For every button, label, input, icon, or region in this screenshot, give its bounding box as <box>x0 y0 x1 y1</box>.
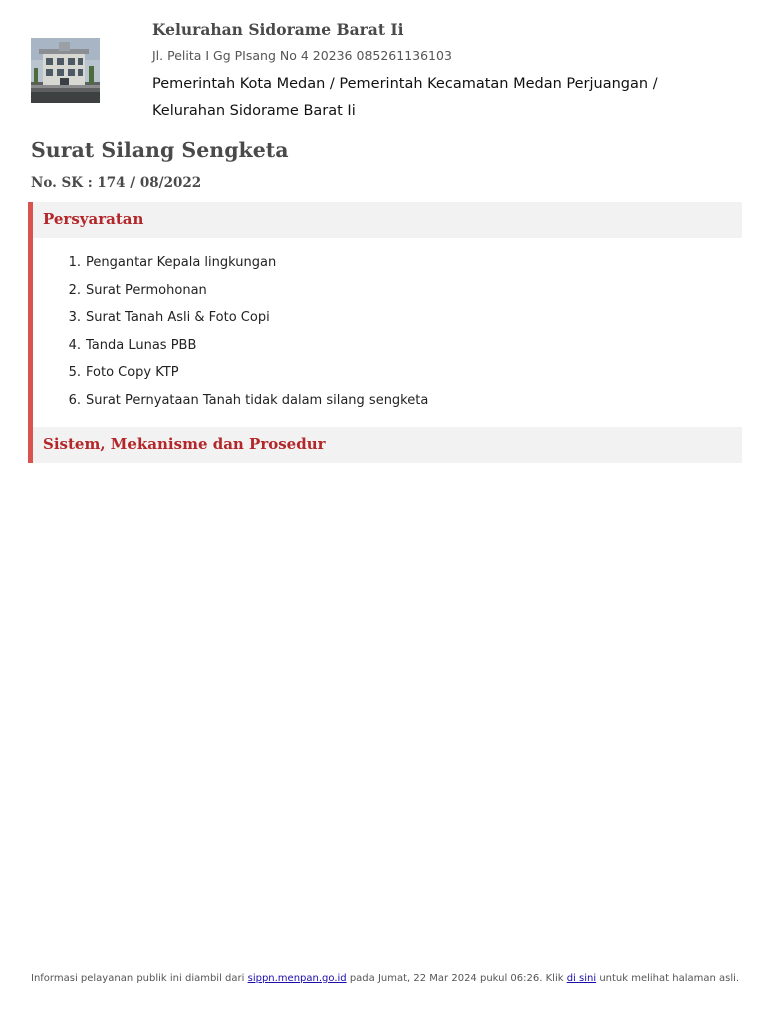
requirement-item <box>33 249 742 277</box>
footer-suffix: untuk melihat halaman asli. <box>599 973 740 984</box>
footer-prefix: Informasi pelayanan publik ini diambil dari <box>31 973 245 984</box>
office-header <box>31 18 737 128</box>
requirement-item <box>33 332 742 360</box>
requirement-number: 6. <box>68 392 81 408</box>
office-hierarchy: Pemerintah Kota Medan / Pemerintah Kecamatan Medan Perjuangan / Kelurahan Sidorame Barat Ii <box>152 76 658 119</box>
requirements-list <box>33 238 742 427</box>
building-photo <box>31 38 100 103</box>
requirement-number: 4. <box>68 337 81 353</box>
service-sections <box>28 202 742 463</box>
requirement-number: 5. <box>68 365 81 381</box>
requirement-item <box>33 304 742 332</box>
requirement-item <box>33 359 742 387</box>
office-name: Kelurahan Sidorame Barat Ii <box>152 20 404 39</box>
requirements-heading: Persyaratan <box>33 202 742 238</box>
sk-number: No. SK : 174 / 08/2022 <box>31 175 202 191</box>
procedure-heading: Sistem, Mekanisme dan Prosedur <box>33 427 742 463</box>
requirement-text: Surat Permohonan <box>86 282 207 298</box>
requirement-text: Surat Tanah Asli & Foto Copi <box>86 310 270 326</box>
source-link[interactable]: sippn.menpan.go.id <box>247 973 347 984</box>
footer-middle: pada Jumat, 22 Mar 2024 pukul 06:26. Klik <box>349 973 564 984</box>
original-page-link[interactable]: di sini <box>566 973 597 984</box>
service-title: Surat Silang Sengketa <box>31 138 289 162</box>
requirement-text: Tanda Lunas PBB <box>86 337 197 353</box>
requirement-item <box>33 277 742 305</box>
requirement-text: Pengantar Kepala lingkungan <box>86 255 277 270</box>
source-footer <box>31 973 751 984</box>
requirement-number: 1. <box>68 255 81 270</box>
requirement-item <box>33 387 742 415</box>
requirement-text: Foto Copy KTP <box>86 365 179 381</box>
office-address: Jl. Pelita I Gg PIsang No 4 20236 085261136103 <box>152 48 452 63</box>
requirement-number: 3. <box>68 310 81 326</box>
requirement-number: 2. <box>68 282 81 298</box>
requirement-text: Surat Pernyataan Tanah tidak dalam silang sengketa <box>86 392 429 408</box>
